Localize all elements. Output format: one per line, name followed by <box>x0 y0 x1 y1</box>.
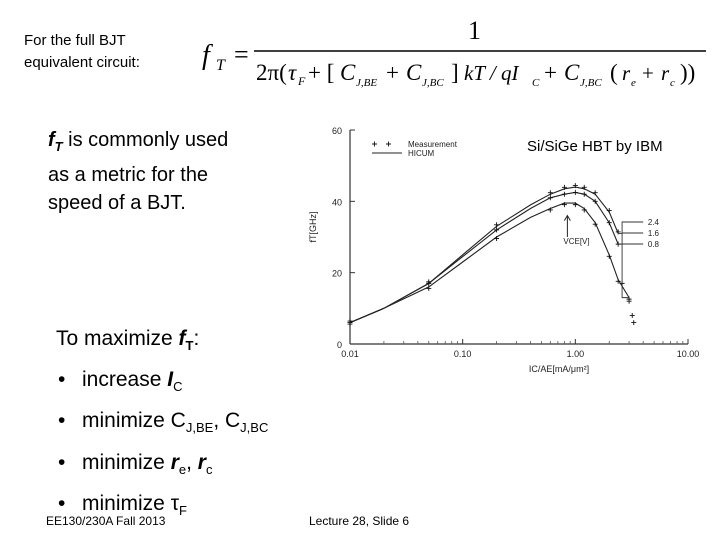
measurement-marker <box>607 208 612 213</box>
svg-text:e: e <box>631 77 636 89</box>
svg-text:kT / qI: kT / qI <box>464 61 519 85</box>
measurement-marker <box>548 195 553 200</box>
measurement-marker <box>426 286 431 291</box>
maximize-ft-list <box>56 322 268 528</box>
svg-text:2π(: 2π( <box>256 60 287 85</box>
plot-curves <box>350 187 629 323</box>
svg-text:)): )) <box>680 60 696 85</box>
svg-text:C: C <box>406 60 422 85</box>
svg-text:J,BC: J,BC <box>422 77 444 89</box>
intro-text <box>24 30 194 74</box>
measurement-marker <box>548 190 553 195</box>
plot-axes <box>308 126 699 374</box>
formula-lhs-sub: T <box>216 57 225 74</box>
measurement-marker <box>494 222 499 227</box>
measurement-marker <box>607 254 612 259</box>
vce-label-1.6: 1.6 <box>647 229 659 238</box>
svg-text:τ: τ <box>288 60 297 85</box>
measurement-marker <box>562 192 567 197</box>
vce-bracket-0.8 <box>622 244 643 298</box>
legend-measurement: Measurement <box>408 140 457 149</box>
legend-model: HICUM <box>408 149 435 158</box>
x-axis-label: IC/AE[mA/μm²] <box>528 364 590 374</box>
vce-label-2.4: 2.4 <box>647 218 659 227</box>
list-title: To maximize $f_T$: <box>56 327 200 354</box>
vce-arrow-label: VCE[V] <box>563 237 590 247</box>
x-tick-label: 0.01 <box>341 349 359 359</box>
vce-bracket-2.4 <box>618 222 643 233</box>
svg-text:r: r <box>622 61 631 85</box>
curve-vce-2.4 <box>350 187 618 323</box>
footer-course: EE130/230A Fall 2013 <box>46 514 166 528</box>
measurement-marker <box>573 190 578 195</box>
graph-caption: Si/SiGe HBT by IBM <box>527 138 663 155</box>
svg-text:+ [: + [ <box>308 60 335 85</box>
y-tick-label: 0 <box>336 340 342 350</box>
intro-line-2: equivalent circuit: <box>24 54 140 71</box>
ft-vs-current-plot <box>300 118 710 380</box>
measurement-marker <box>593 190 598 195</box>
x-tick-label: 1.00 <box>566 349 585 359</box>
svg-text:c: c <box>670 77 675 89</box>
measurement-marker <box>494 236 499 241</box>
svg-text:C: C <box>532 77 540 89</box>
svg-text:C: C <box>340 60 356 85</box>
x-tick-label: 10.00 <box>676 349 700 359</box>
y-tick-label: 20 <box>331 268 342 279</box>
formula-numerator: 1 <box>468 16 481 45</box>
svg-text:+: + <box>544 60 557 85</box>
svg-text:=: = <box>234 40 249 69</box>
legend-measurement-marker <box>372 142 391 147</box>
svg-text:+: + <box>642 61 654 85</box>
ft-symbol: $f_T$ <box>48 129 63 154</box>
measurement-marker <box>582 207 587 212</box>
list-item-r: • minimize $r_e$, $r_c$ <box>56 446 268 487</box>
list-item-ic: • increase $I_C$ <box>56 363 268 404</box>
footer-slide: Lecture 28, Slide 6 <box>309 514 410 528</box>
y-axis-label: fT[GHz] <box>308 211 318 243</box>
list-item-cj: • minimize $C_{J,BE}$, $C_{J,BC}$ <box>56 404 268 445</box>
y-tick-label: 40 <box>331 197 342 208</box>
formula-lhs: f <box>202 40 210 71</box>
metric-line-1: is commonly used <box>62 129 229 151</box>
metric-line-2: as a metric for the <box>48 164 209 186</box>
ft-metric-text <box>48 126 298 217</box>
svg-text:C: C <box>564 60 580 85</box>
intro-line-1: For the full BJT <box>24 32 126 49</box>
vce-bracket-1.6 <box>618 233 643 244</box>
ft-formula <box>196 10 710 90</box>
svg-text:(: ( <box>610 60 618 85</box>
svg-text:]: ] <box>451 60 459 85</box>
svg-text:r: r <box>661 61 670 85</box>
svg-text:J,BE: J,BE <box>356 77 378 89</box>
y-tick-label: 60 <box>331 126 342 136</box>
svg-text:J,BC: J,BC <box>580 77 602 89</box>
curve-vce-0.8 <box>350 203 629 323</box>
curve-vce-1.6 <box>350 192 618 322</box>
vce-label-0.8: 0.8 <box>647 240 659 249</box>
metric-line-3: speed of a BJT. <box>48 192 186 214</box>
svg-text:F: F <box>298 74 306 88</box>
svg-text:+: + <box>386 60 399 85</box>
measurement-marker <box>631 320 636 325</box>
measurement-marker <box>630 313 635 318</box>
list-item-tau: • minimize $\tau_F$ <box>56 487 268 528</box>
x-tick-label: 0.10 <box>453 349 472 359</box>
